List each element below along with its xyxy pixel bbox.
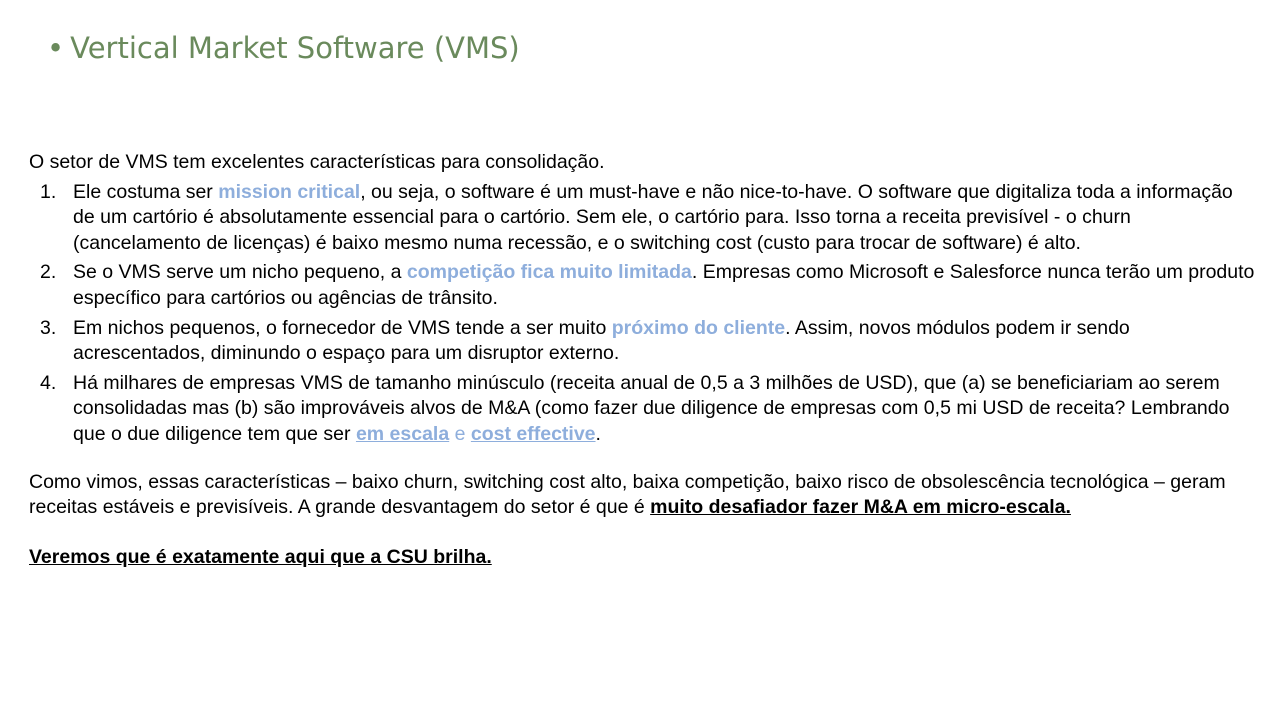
list-item	[29, 316, 1259, 367]
list-item-text: Ele costuma ser	[73, 180, 219, 203]
list-item-highlight: próximo do cliente	[611, 316, 786, 339]
list-item-highlight: mission critical	[218, 180, 361, 203]
closing-paragraph	[29, 470, 1259, 521]
list-item-number: 3.	[40, 316, 57, 339]
list-item	[29, 180, 1259, 257]
slide-title-text: Vertical Market Software (VMS)	[70, 31, 520, 65]
list-item-text: . Empresas como Microsoft e Salesforce nunca terão um produto específico para cartórios ou agências de trânsito.	[73, 261, 1255, 309]
closing-emphasis: muito desafiador fazer M&A em micro-escala.	[650, 496, 1071, 519]
numbered-list	[29, 180, 1259, 448]
list-item-highlight: em escala	[355, 422, 450, 445]
list-item-highlight-2: cost effective	[470, 422, 596, 445]
list-item	[29, 260, 1259, 311]
list-item	[29, 371, 1259, 448]
list-item-text: .	[595, 422, 601, 445]
list-item-text: , ou seja, o software é um must-have e não nice-to-have. O software que digitaliza toda a informação de um cartório é absolutamente essencial para o cartório. Sem ele, o cartório para. Isso torna a receita previsível - o churn (cancelamento de licenças) é baixo mesmo numa recessão, e o switching cost (custo para trocar de software) é alto.	[73, 180, 1233, 254]
final-statement: Veremos que é exatamente aqui que a CSU brilha.	[29, 545, 492, 568]
list-item-text: Há milhares de empresas VMS de tamanho minúsculo (receita anual de 0,5 a 3 milhões de USD), que (a) se beneficiariam ao serem consolidadas mas (b) são improváveis alvos de M&A (como fazer due diligence de empresas com 0,5 mi USD de receita? Lembrando que o due diligence tem que ser	[73, 371, 1230, 445]
slide-title	[47, 28, 520, 68]
list-item-number: 1.	[40, 180, 57, 203]
list-item-highlight: competição fica muito limitada	[406, 261, 692, 284]
list-item-text: Se o VMS serve um nicho pequeno, a	[73, 261, 407, 284]
closing-text: Como vimos, essas características – baixo churn, switching cost alto, baixa competição, baixo risco de obsolescência tecnológica – geram receitas estáveis e previsíveis. A grande desvantagem do setor é que é	[29, 470, 1226, 519]
list-item-text: . Assim, novos módulos podem ir sendo acrescentados, diminundo o espaço para um disruptor externo.	[73, 316, 1130, 365]
list-item-number: 2.	[40, 261, 57, 284]
list-item-number: 4.	[40, 371, 57, 394]
slide-body	[29, 150, 1259, 570]
list-item-connector: e	[449, 422, 471, 445]
list-item-text: Em nichos pequenos, o fornecedor de VMS tende a ser muito	[73, 316, 612, 339]
intro-paragraph: O setor de VMS tem excelentes características para consolidação.	[29, 151, 605, 173]
title-bullet: •	[47, 31, 65, 65]
